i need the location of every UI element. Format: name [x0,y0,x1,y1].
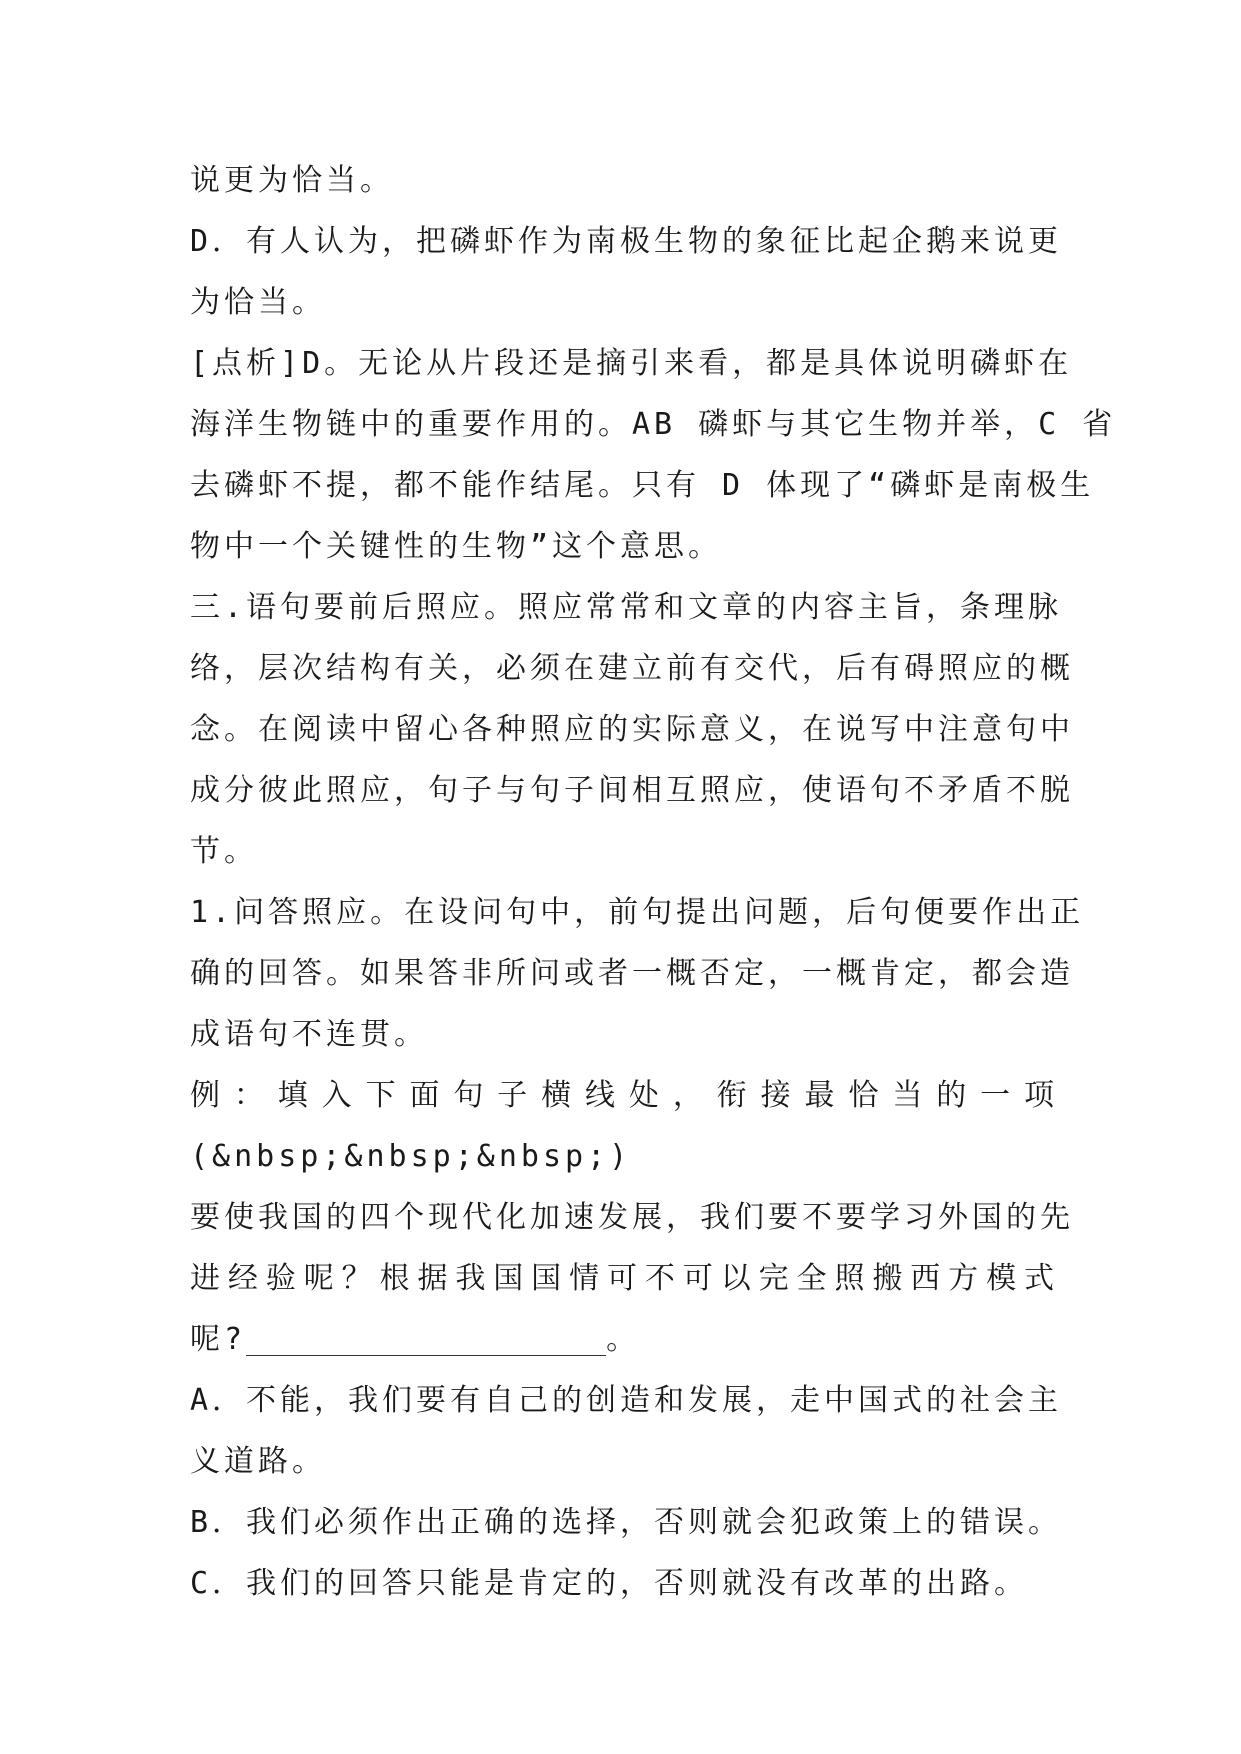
text-line: 络，层次结构有关，必须在建立前有交代，后有碍照应的概 [190,651,1074,686]
text-line: 为恰当。 [190,285,326,320]
text-line: 物中一个关键性的生物”这个意思。 [190,529,723,564]
analysis-line: [点析]D。无论从片段还是摘引来看，都是具体说明磷虾在 [190,346,1073,381]
subsection-heading: 1.问答照应。在设问句中，前句提出问题，后句便要作出正 [190,895,1085,930]
text-fragment: 。 [606,1322,641,1357]
text-line: 去磷虾不提，都不能作结尾。只有 D 体现了“磷虾是南极生 [190,468,1095,503]
document-page [190,150,1117,1614]
text-line: 确的回答。如果答非所问或者一概否定，一概肯定，都会造 [190,956,1074,991]
text-fragment: 呢? [190,1322,247,1357]
text-line: 念。在阅读中留心各种照应的实际意义，在说写中注意句中 [190,712,1074,747]
blank-line [190,1309,1058,1370]
option-c: C．我们的回答只能是肯定的，否则就没有改革的出路。 [190,1566,1029,1601]
example-prompt: 例：填入下面句子横线处，衔接最恰当的一项 [190,1078,1058,1113]
option-b: B．我们必须作出正确的选择，否则就会犯政策上的错误。 [190,1505,1063,1540]
answer-placeholder: (&nbsp;&nbsp;&nbsp;) [190,1139,632,1174]
text-line: 成分彼此照应，句子与句子间相互照应，使语句不矛盾不脱 [190,773,1074,808]
text-line: 成语句不连贯。 [190,1017,428,1052]
text-line: 节。 [190,834,258,869]
option-d: D．有人认为，把磷虾作为南极生物的象征比起企鹅来说更 [190,224,1063,259]
option-a: A．不能，我们要有自己的创造和发展，走中国式的社会主 [190,1383,1063,1418]
text-line: 说更为恰当。 [190,163,394,198]
text-line: 海洋生物链中的重要作用的。AB 磷虾与其它生物并举，C 省 [190,407,1117,442]
text-line: 要使我国的四个现代化加速发展，我们要不要学习外国的先 [190,1200,1074,1235]
fill-in-blank [246,1321,606,1356]
text-line: 义道路。 [190,1444,326,1479]
section-heading: 三.语句要前后照应。照应常常和文章的内容主旨，条理脉 [190,590,1063,625]
text-line: 进经验呢？根据我国国情可不可以完全照搬西方模式 [190,1261,1058,1296]
